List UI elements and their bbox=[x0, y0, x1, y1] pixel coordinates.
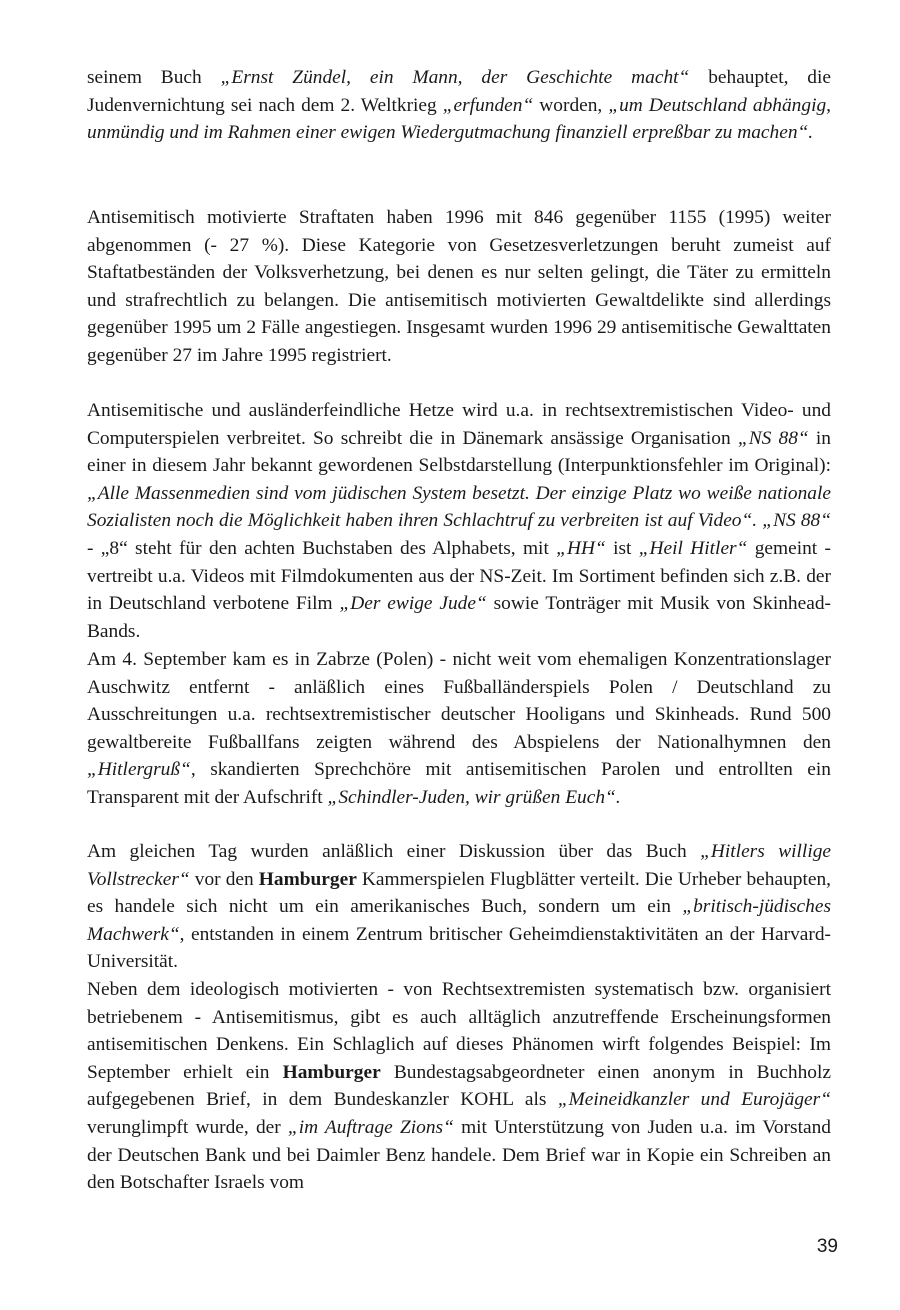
page-number: 39 bbox=[816, 1236, 838, 1257]
italic-text-run: „NS 88“ bbox=[737, 427, 809, 449]
italic-text-run: „um Deutschland abhängig, unmündig und im Rahmen einer ewigen Wiedergutmachung finanziell erpreßbar zu machen“. bbox=[87, 94, 831, 144]
italic-text-run: „Hitlers willige Vollstrecker“ bbox=[87, 841, 832, 890]
italic-text-run: „Heil Hitler“ bbox=[638, 537, 748, 559]
italic-text-run: „britisch-jüdisches Machwerk“ bbox=[87, 896, 831, 945]
text-run: , skandierten Sprechchöre mit antisemitischen Parolen und entrollten ein Transparent mit der Aufschrift bbox=[87, 759, 831, 808]
text-run: Antisemitische und ausländerfeindliche Hetze wird u.a. in rechtsextremistischen Video- und Computerspielen verbreitet. So schreibt die in Dänemark ansässige Organisation bbox=[87, 400, 831, 449]
paragraph-text bbox=[87, 204, 831, 370]
text-run: mit Unterstützung von Juden u.a. im Vorstand der Deutschen Bank und bei Daimler Benz handele. Dem Brief war in Kopie ein Schreiben an den Botschafter Israels vom bbox=[87, 1116, 831, 1194]
italic-text-run: „erfunden“ bbox=[442, 94, 534, 116]
text-run: in einer in diesem Jahr bekannt gewordenen Selbstdarstellung (Interpunktionsfehler im Original): bbox=[87, 427, 831, 477]
text-run: worden, bbox=[533, 94, 609, 116]
paragraph-text bbox=[87, 646, 831, 812]
text-run: Neben dem ideologisch motivierten - von Rechtsextremisten systematisch bzw. organisiert betriebenem - Antisemitismus, gibt es auch alltäglich anzutreffende Erscheinungsformen antisemitischen Denkens. Ein Schlaglich auf dieses Phänomen wirft folgendes Beispiel: Im September erhielt ein bbox=[87, 979, 831, 1083]
paragraph-zuendel-quote bbox=[87, 64, 831, 147]
text-run: gemeint - vertreibt u.a. Videos mit Filmdokumenten aus der NS-Zeit. Im Sortiment befinden sich z.B. der in Deutschland verbotene Film bbox=[87, 537, 831, 615]
text-run: verunglimpft wurde, der bbox=[87, 1116, 288, 1138]
italic-text-run: „Ernst Zündel, ein Mann, der Geschichte macht“ bbox=[220, 67, 690, 88]
italic-text-run: „Meineidkanzler und Eurojäger“ bbox=[557, 1089, 831, 1111]
text-run: sowie Tonträger mit Musik von Skinhead-Bands. bbox=[87, 593, 831, 642]
paragraph-video-games bbox=[87, 397, 831, 645]
text-run: ist bbox=[605, 537, 639, 559]
italic-text-run: „Hitlergruß“ bbox=[87, 759, 191, 781]
paragraph-zabrze bbox=[87, 646, 831, 812]
text-run: Bundestagsabgeordneter einen anonym in Buchholz aufgegebenen Brief, in dem Bundeskanzler KOHL als bbox=[87, 1061, 831, 1111]
paragraph-everyday-antisemitism bbox=[87, 976, 831, 1197]
paragraph-antisemitic-offenses bbox=[87, 204, 831, 370]
paragraph-text bbox=[87, 838, 831, 976]
paragraph-text bbox=[87, 64, 831, 147]
italic-text-run: „Alle Massenmedien sind vom jüdischen System besetzt. Der einzige Platz wo weiße nationale Sozialisten noch die Möglichkeit haben ihren Schlachtruf zu verbreiten ist auf Video“. bbox=[87, 482, 831, 532]
text-run: Am gleichen Tag wurden anläßlich einer Diskussion über das Buch bbox=[87, 841, 701, 862]
paragraph-text bbox=[87, 397, 831, 645]
italic-text-run: „NS 88“ bbox=[762, 510, 831, 532]
paragraph-text bbox=[87, 976, 831, 1197]
bold-text-run: Hamburger bbox=[258, 868, 357, 890]
text-run: , entstanden in einem Zentrum britischer Geheimdienstaktivitäten an der Harvard-Universität. bbox=[87, 923, 831, 973]
text-run: vor den bbox=[189, 868, 259, 890]
text-run: behauptet, die Judenvernichtung sei nach dem 2. Weltkrieg bbox=[87, 67, 831, 116]
italic-text-run: „Schindler-Juden, wir grüßen Euch“. bbox=[327, 786, 621, 808]
text-run: - „8“ steht für den achten Buchstaben des Alphabets, mit bbox=[87, 537, 557, 559]
text-run: Kammerspielen Flugblätter verteilt. Die Urheber behaupten, es handele sich nicht um ein amerikanisches Buch, sondern um ein bbox=[87, 868, 831, 918]
paragraph-hamburg-leaflets bbox=[87, 838, 831, 976]
text-run: seinem Buch bbox=[87, 67, 221, 88]
italic-text-run: „im Auftrage Zions“ bbox=[287, 1116, 454, 1138]
italic-text-run: „HH“ bbox=[556, 537, 606, 559]
text-run: Am 4. September kam es in Zabrze (Polen) - nicht weit vom ehemaligen Konzentrationslager Auschwitz entfernt - anläßlich eines Fußballänderspiels Polen / Deutschland zu Ausschreitungen u.a. rechtsextremistischer deutscher Hooligans und Skinheads. Rund 500 gewaltbereite Fußballfans zeigten während des Abspielens der Nationalhymnen den bbox=[87, 649, 831, 753]
bold-text-run: Hamburger bbox=[282, 1061, 381, 1083]
text-run: Antisemitisch motivierte Straftaten haben 1996 mit 846 gegenüber 1155 (1995) weiter abgenommen (- 27 %). Diese Kategorie von Gesetzesverletzungen beruht zumeist auf Staftatbeständen der Volksverhetzung, bei denen es nur selten gelingt, die Täter zu ermitteln und strafrechtlich zu belangen. Die antisemitisch motivierten Gewaltdelikte sind allerdings gegenüber 1995 um 2 Fälle angestiegen. Insgesamt wurden 1996 29 antisemitische Gewalttaten gegenüber 27 im Jahre 1995 registriert. bbox=[87, 207, 831, 366]
italic-text-run: „Der ewige Jude“ bbox=[339, 593, 487, 615]
